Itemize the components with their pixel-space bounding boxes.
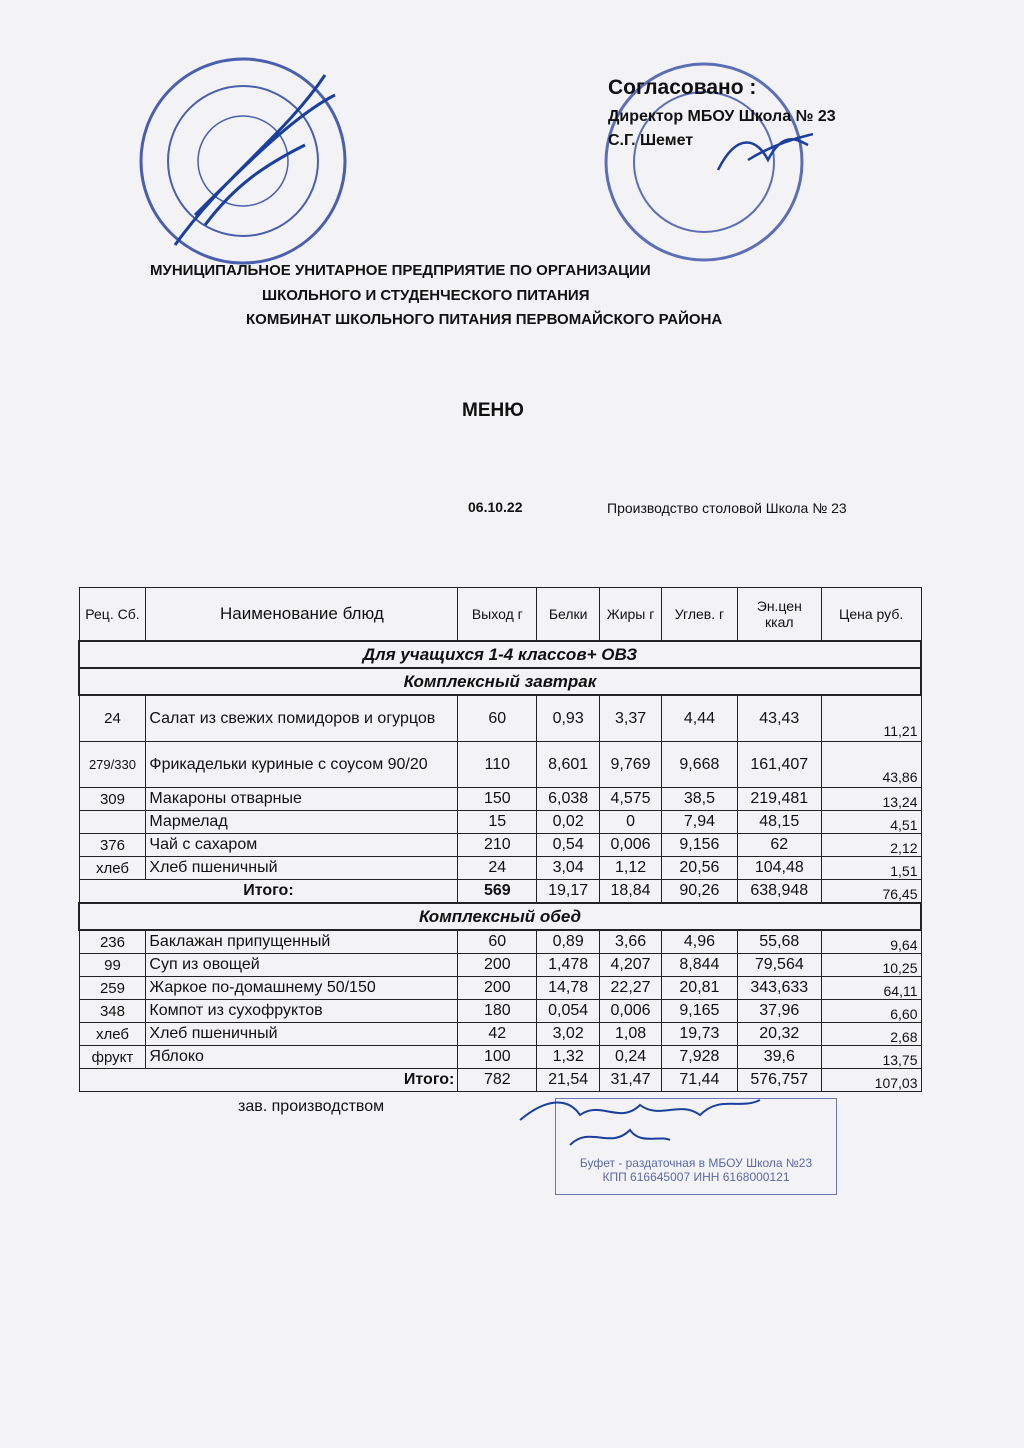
dish-name: Жаркое по-домашнему 50/150 — [146, 977, 458, 1000]
group-row — [79, 641, 921, 668]
table-row — [79, 1000, 921, 1023]
column-header: Цена руб. — [821, 588, 921, 642]
table-header — [79, 588, 921, 642]
price: 43,86 — [821, 742, 921, 788]
fat: 22,27 — [600, 977, 662, 1000]
price: 6,60 — [821, 1000, 921, 1023]
round-stamp-left — [135, 55, 355, 270]
carbs: 7,94 — [662, 811, 738, 834]
fat: 3,37 — [600, 695, 662, 742]
section-title: Комплексный обед — [79, 903, 921, 930]
column-header: Углев. г — [662, 588, 738, 642]
protein: 8,601 — [537, 742, 600, 788]
carbs: 38,5 — [662, 788, 738, 811]
yield: 180 — [458, 1000, 537, 1023]
price: 11,21 — [821, 695, 921, 742]
carbs: 9,156 — [662, 834, 738, 857]
group-title: Для учащихся 1-4 классов+ ОВЗ — [79, 641, 921, 668]
fat: 1,08 — [600, 1023, 662, 1046]
total-label: Итого: — [79, 1069, 458, 1092]
table-row — [79, 857, 921, 880]
yield: 200 — [458, 954, 537, 977]
protein: 0,02 — [537, 811, 600, 834]
total-value: 71,44 — [662, 1069, 738, 1092]
protein: 6,038 — [537, 788, 600, 811]
yield: 210 — [458, 834, 537, 857]
protein: 0,54 — [537, 834, 600, 857]
energy: 343,633 — [737, 977, 821, 1000]
yield: 200 — [458, 977, 537, 1000]
energy: 104,48 — [737, 857, 821, 880]
dish-name: Хлеб пшеничный — [146, 1023, 458, 1046]
dish-name: Яблоко — [146, 1046, 458, 1069]
fat: 4,575 — [600, 788, 662, 811]
protein: 1,478 — [537, 954, 600, 977]
total-value: 638,948 — [737, 880, 821, 904]
protein: 3,04 — [537, 857, 600, 880]
column-header: Жиры г — [600, 588, 662, 642]
approval-block — [608, 76, 836, 150]
recipe-code: 99 — [79, 954, 146, 977]
total-value: 19,17 — [537, 880, 600, 904]
table-row — [79, 977, 921, 1000]
dish-name: Баклажан припущенный — [146, 930, 458, 954]
total-value: 18,84 — [600, 880, 662, 904]
yield: 100 — [458, 1046, 537, 1069]
yield: 15 — [458, 811, 537, 834]
dish-name: Макароны отварные — [146, 788, 458, 811]
energy: 219,481 — [737, 788, 821, 811]
signature-label: зав. производством — [238, 1098, 385, 1115]
org-line: МУНИЦИПАЛЬНОЕ УНИТАРНОЕ ПРЕДПРИЯТИЕ ПО ОРГАНИЗАЦИИ — [150, 262, 651, 279]
dish-name: Чай с сахаром — [146, 834, 458, 857]
fat: 0 — [600, 811, 662, 834]
price: 9,64 — [821, 930, 921, 954]
dish-name: Мармелад — [146, 811, 458, 834]
table-row — [79, 1046, 921, 1069]
table-row — [79, 742, 921, 788]
approval-name: С.Г. Шемет — [608, 132, 694, 149]
energy: 55,68 — [737, 930, 821, 954]
price: 4,51 — [821, 811, 921, 834]
stamp-line: КПП 616645007 ИНН 6168000121 — [602, 1170, 790, 1184]
price: 64,11 — [821, 977, 921, 1000]
price: 2,68 — [821, 1023, 921, 1046]
carbs: 20,56 — [662, 857, 738, 880]
total-value: 21,54 — [537, 1069, 600, 1092]
yield: 60 — [458, 930, 537, 954]
energy: 62 — [737, 834, 821, 857]
energy: 20,32 — [737, 1023, 821, 1046]
table-row — [79, 834, 921, 857]
fat: 0,24 — [600, 1046, 662, 1069]
page-title: МЕНЮ — [462, 400, 524, 421]
price: 10,25 — [821, 954, 921, 977]
protein: 3,02 — [537, 1023, 600, 1046]
table-row — [79, 811, 921, 834]
protein: 1,32 — [537, 1046, 600, 1069]
protein: 0,93 — [537, 695, 600, 742]
recipe-code: фрукт — [79, 1046, 146, 1069]
section-row — [79, 903, 921, 930]
total-row — [79, 880, 921, 904]
price: 2,12 — [821, 834, 921, 857]
column-header: Эн.цен ккал — [737, 588, 821, 642]
energy: 161,407 — [737, 742, 821, 788]
total-value: 782 — [458, 1069, 537, 1092]
dish-name: Фрикадельки куриные с соусом 90/20 — [146, 742, 458, 788]
energy: 79,564 — [737, 954, 821, 977]
carbs: 4,96 — [662, 930, 738, 954]
carbs: 19,73 — [662, 1023, 738, 1046]
section-row — [79, 668, 921, 695]
org-line: ШКОЛЬНОГО И СТУДЕНЧЕСКОГО ПИТАНИЯ — [262, 287, 590, 304]
menu-table — [78, 587, 922, 1092]
column-header: Выход г — [458, 588, 537, 642]
total-value: 76,45 — [821, 880, 921, 904]
recipe-code: 309 — [79, 788, 146, 811]
recipe-code: 259 — [79, 977, 146, 1000]
carbs: 7,928 — [662, 1046, 738, 1069]
fat: 0,006 — [600, 834, 662, 857]
table-row — [79, 695, 921, 742]
protein: 0,054 — [537, 1000, 600, 1023]
fat: 3,66 — [600, 930, 662, 954]
yield: 110 — [458, 742, 537, 788]
table-row — [79, 954, 921, 977]
price: 1,51 — [821, 857, 921, 880]
column-header: Рец. Сб. — [79, 588, 146, 642]
fat: 1,12 — [600, 857, 662, 880]
fat: 4,207 — [600, 954, 662, 977]
recipe-code: 279/330 — [79, 742, 146, 788]
table-row — [79, 930, 921, 954]
yield: 24 — [458, 857, 537, 880]
menu-date: 06.10.22 — [468, 499, 523, 515]
total-label: Итого: — [79, 880, 458, 904]
carbs: 9,668 — [662, 742, 738, 788]
energy: 43,43 — [737, 695, 821, 742]
recipe-code: 376 — [79, 834, 146, 857]
table-row — [79, 788, 921, 811]
protein: 0,89 — [537, 930, 600, 954]
recipe-code: 236 — [79, 930, 146, 954]
protein: 14,78 — [537, 977, 600, 1000]
recipe-code: хлеб — [79, 857, 146, 880]
column-header: Белки — [537, 588, 600, 642]
recipe-code: 24 — [79, 695, 146, 742]
yield: 60 — [458, 695, 537, 742]
dish-name: Суп из овощей — [146, 954, 458, 977]
fat: 9,769 — [600, 742, 662, 788]
carbs: 9,165 — [662, 1000, 738, 1023]
carbs: 4,44 — [662, 695, 738, 742]
yield: 42 — [458, 1023, 537, 1046]
total-value: 576,757 — [737, 1069, 821, 1092]
total-value: 90,26 — [662, 880, 738, 904]
yield: 150 — [458, 788, 537, 811]
recipe-code — [79, 811, 146, 834]
energy: 48,15 — [737, 811, 821, 834]
approval-title: Согласовано : — [608, 76, 757, 99]
dish-name: Салат из свежих помидоров и огурцов — [146, 695, 458, 742]
total-value: 31,47 — [600, 1069, 662, 1092]
stamp-line: Буфет - раздаточная в МБОУ Школа №23 — [579, 1156, 813, 1170]
table-row — [79, 1023, 921, 1046]
recipe-code: 348 — [79, 1000, 146, 1023]
approval-position: Директор МБОУ Школа № 23 — [608, 108, 836, 125]
production-label: Производство столовой Школа № 23 — [607, 500, 847, 516]
handwritten-signature — [510, 1090, 770, 1160]
carbs: 20,81 — [662, 977, 738, 1000]
dish-name: Хлеб пшеничный — [146, 857, 458, 880]
total-value: 107,03 — [821, 1069, 921, 1092]
total-row — [79, 1069, 921, 1092]
org-line: КОМБИНАТ ШКОЛЬНОГО ПИТАНИЯ ПЕРВОМАЙСКОГО РАЙОНА — [246, 311, 723, 328]
column-header: Наименование блюд — [146, 588, 458, 642]
total-value: 569 — [458, 880, 537, 904]
fat: 0,006 — [600, 1000, 662, 1023]
energy: 39,6 — [737, 1046, 821, 1069]
price: 13,75 — [821, 1046, 921, 1069]
section-title: Комплексный завтрак — [79, 668, 921, 695]
dish-name: Компот из сухофруктов — [146, 1000, 458, 1023]
price: 13,24 — [821, 788, 921, 811]
carbs: 8,844 — [662, 954, 738, 977]
recipe-code: хлеб — [79, 1023, 146, 1046]
energy: 37,96 — [737, 1000, 821, 1023]
